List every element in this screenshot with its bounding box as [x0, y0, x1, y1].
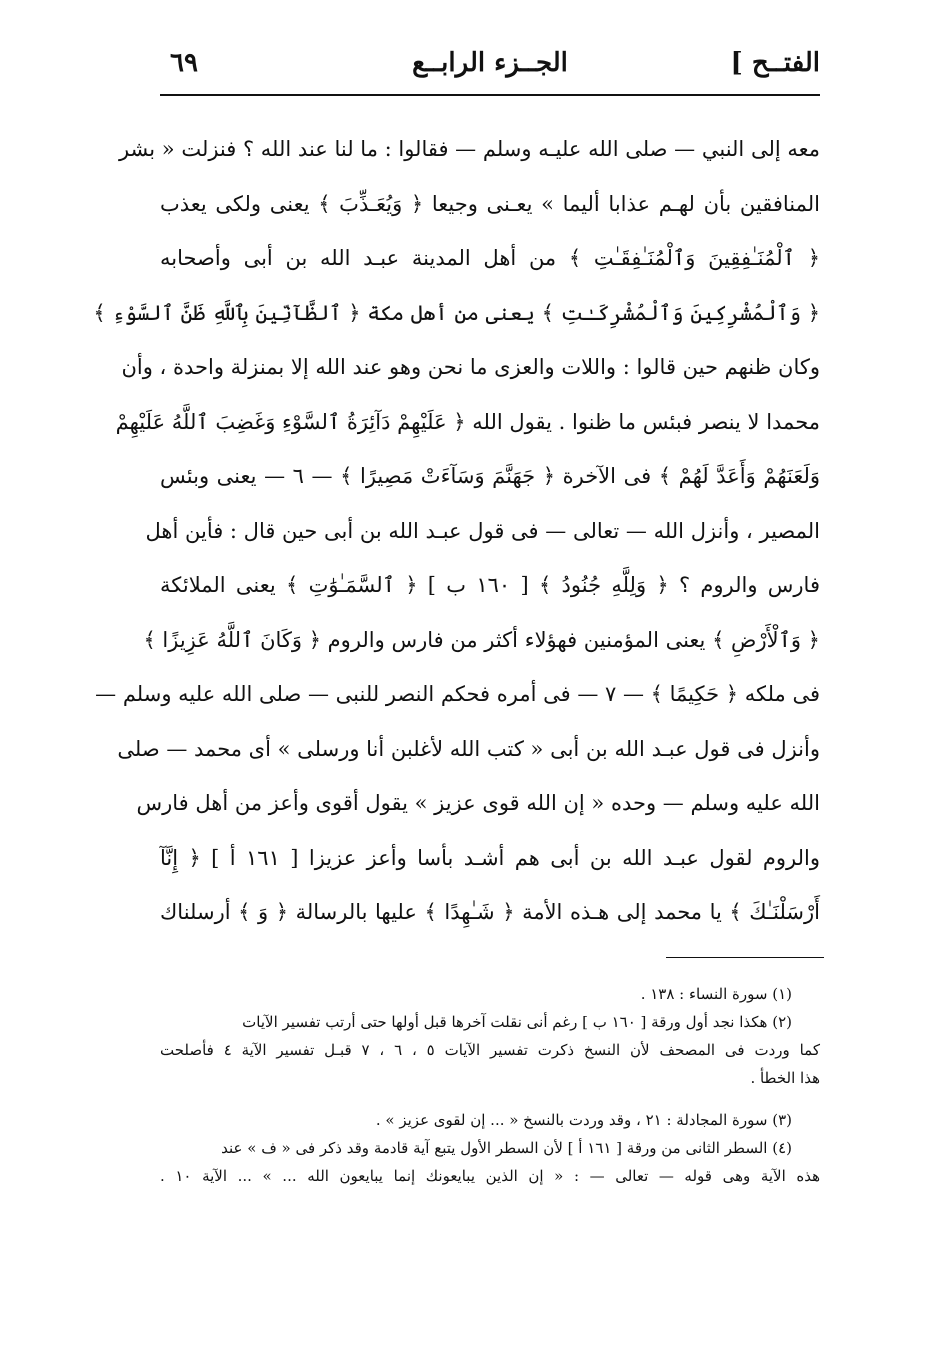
footnote-spacer: [160, 1092, 820, 1106]
footnote-line: (٣) سورة المجادلة : ٢١ ، وقد وردت بالنسخ « ... إن لقوى عزيز » .: [375, 1111, 792, 1129]
main-text: [93, 122, 820, 940]
footnote-line: (٢) هكذا نجد أول ورقة [ ١٦٠ ب ] رغم أنى نقلت آخرها قبل أولها حتى أرتب تفسير الآيات: [242, 1013, 792, 1031]
footnotes: [160, 980, 820, 1190]
text-line: فى ملكه ﴿ حَكِيمًا ﴾ — ٧ — فى أمره فحكم النصر للنبى — صلى الله عليه وسلم —: [95, 682, 820, 706]
footnote-line: هذا الخطأ .: [750, 1069, 820, 1087]
part-title: الجــزء الرابــع: [412, 48, 568, 78]
text-line: معه إلى النبي — صلى الله عليـه وسلم — فقالوا : ما لنا عند الله ؟ فنزلت « بشر: [118, 137, 820, 161]
text-line: وكان ظنهم حين قالوا : واللات والعزى ما نحن وهو عند الله إلا بمنزلة واحدة ، وأن: [121, 355, 820, 379]
text-line: محمدا لا ينصر فبئس ما ظنوا . يقول الله ﴿ عَلَيْهِمْ دَآئِرَةُ ٱلسَّوْءِ وَغَضِبَ ٱللَّهُ عَلَيْهِمْ: [115, 409, 820, 434]
page-header: [160, 42, 820, 96]
text-line: المنافقين بأن لهـم عذابا أليما » يعـنى وجيعا ﴿ وَيُعَـذِّبَ ﴾ يعنى ولكى يعذب: [160, 191, 820, 216]
surah-title: الفتــح ]: [730, 48, 820, 78]
text-line: والروم لقول عبـد الله بن أبى هم أشـد بأسا وأعز عزيزا [ ١٦١ أ ] ﴿ إِنَّآ: [160, 845, 820, 870]
footnote-line: كما وردت فى المصحف لأن النسخ ذكرت تفسير الآيات ٥ ، ٦ ، ٧ قبـل تفسير الآية ٤ فأصلحت: [160, 1041, 820, 1059]
footnote-line: هذه الآية وهى قوله — تعالى — : « إن الذين يبايعونك إنما يبايعون الله ... » ... الآية ١٠ .: [160, 1167, 820, 1185]
text-line: ﴿ وَٱلْأَرْضِ ﴾ يعنى المؤمنين فهؤلاء أكثر من فارس والروم ﴿ وَكَانَ ٱللَّهُ عَزِيزًا ﴾: [143, 627, 820, 652]
footnote-line: (١) سورة النساء : ١٣٨ .: [640, 985, 792, 1003]
page-number: ٦٩: [170, 48, 198, 78]
text-line: فارس والروم ؟ ﴿ وَلِلَّهِ جُنُودُ ﴾ [ ١٦٠ ب ] ﴿ ٱلسَّمَـٰوَٰتِ ﴾ يعنى الملائكة: [160, 573, 820, 597]
text-line: أَرْسَلْنَـٰكَ ﴾ يا محمد إلى هـذه الأمة ﴿ شَـٰهِدًا ﴾ عليها بالرسالة ﴿ وَ ﴾ أرسلناك: [160, 900, 820, 924]
text-line: وأنزل فى قول عبـد الله بن أبى « كتب الله لأغلبن أنا ورسلى » أى محمد — صلى: [117, 736, 820, 761]
footnote-divider: [666, 957, 824, 958]
text-line: ﴿ وَٱلْمُشْرِكِينَ وَٱلْمُشْرِكَـٰتِ ﴾ يعنى من أهل مكة ﴿ ٱلظَّآنِّينَ بِٱللَّهِ ظَنَّ ٱلسَّوْءِ ﴾: [93, 300, 820, 325]
text-line: المصير ، وأنزل الله — تعالى — فى قول عبـد الله بن أبى حين قال : فأين أهل: [145, 518, 820, 543]
text-line: الله عليه وسلم — وحده « إن الله قوى عزيز » يقول أقوى وأعز من أهل فارس: [136, 791, 820, 815]
footnote-line: (٤) السطر الثانى من ورقة [ ١٦١ أ ] لأن السطر الأول يتبع آية قادمة وقد ذكر فى « ف » عند: [221, 1139, 792, 1157]
text-line: ﴿ ٱلْمُنَـٰفِقِينَ وَٱلْمُنَـٰفِقَـٰتِ ﴾ من أهل المدينة عبـد الله بن أبى وأصحابه: [160, 246, 820, 270]
text-line: وَلَعَنَهُمْ وَأَعَدَّ لَهُمْ ﴾ فى الآخرة ﴿ جَهَنَّمَ وَسَآءَتْ مَصِيرًا ﴾ — ٦ — يعنى وبئس: [160, 464, 820, 488]
